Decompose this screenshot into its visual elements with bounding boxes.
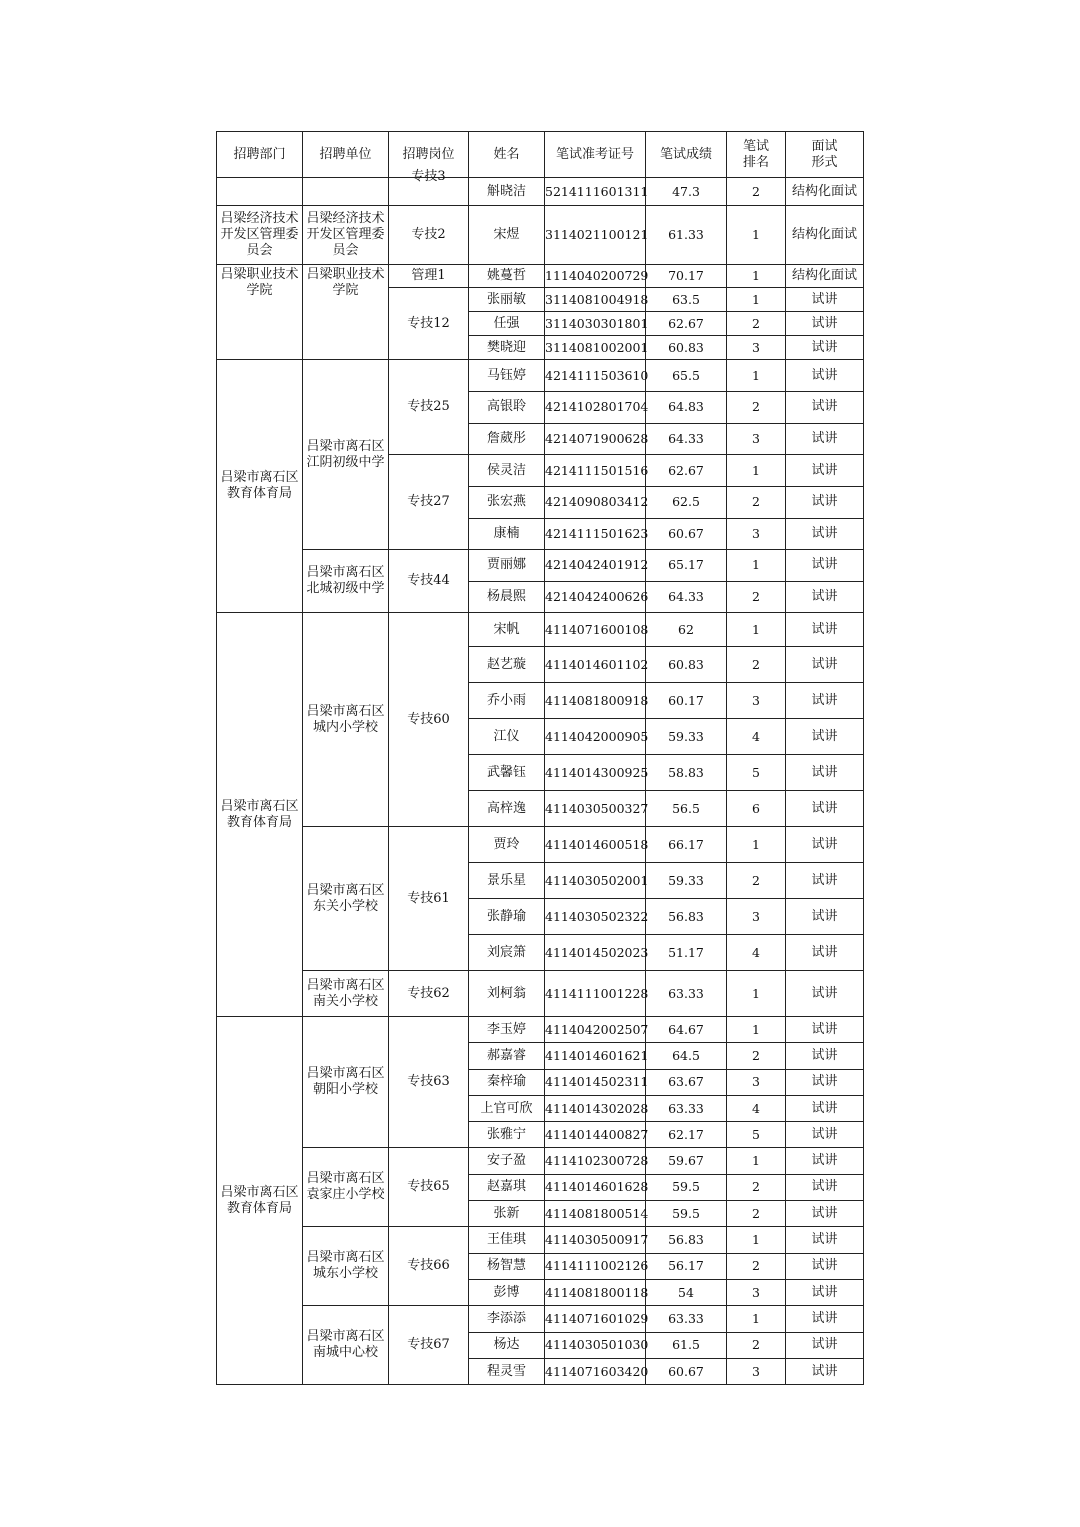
- exam-id: 1114040200729: [545, 265, 646, 288]
- exam-rank: 2: [727, 1043, 786, 1069]
- exam-score: 62.67: [646, 455, 727, 487]
- results-table: [216, 131, 864, 1385]
- exam-id: 4214102801704: [545, 392, 646, 424]
- exam-score: 62.5: [646, 487, 727, 519]
- candidate-name: 斛晓洁: [469, 178, 545, 206]
- dept-cell: 吕梁市离石区教育体育局: [217, 360, 303, 613]
- interview-form: 结构化面试: [786, 178, 864, 206]
- table-row: [217, 206, 864, 265]
- exam-id: 4114102300728: [545, 1148, 646, 1174]
- interview-form: 试讲: [786, 1227, 864, 1253]
- exam-score: 61.5: [646, 1332, 727, 1358]
- exam-rank: 2: [727, 863, 786, 899]
- exam-id: 4114014300925: [545, 755, 646, 791]
- interview-form: 试讲: [786, 719, 864, 755]
- exam-rank: 3: [727, 1358, 786, 1384]
- exam-id: 4114014302028: [545, 1095, 646, 1121]
- exam-rank: 3: [727, 1279, 786, 1305]
- exam-rank: 1: [727, 265, 786, 288]
- post-cell: 专技65: [389, 1148, 469, 1227]
- exam-rank: 4: [727, 719, 786, 755]
- dept-cell: [217, 178, 303, 206]
- interview-form: 试讲: [786, 1253, 864, 1279]
- interview-form: 结构化面试: [786, 265, 864, 288]
- header-post: 招聘岗位: [389, 132, 469, 178]
- results-sheet: [216, 131, 863, 1385]
- interview-form: 试讲: [786, 336, 864, 360]
- exam-score: 56.5: [646, 791, 727, 827]
- candidate-name: 赵嘉琪: [469, 1174, 545, 1200]
- unit-cell: 吕梁市离石区南城中心校: [303, 1306, 389, 1385]
- candidate-name: 宋帆: [469, 613, 545, 647]
- exam-rank: 3: [727, 899, 786, 935]
- interview-form: 试讲: [786, 360, 864, 392]
- exam-id: 4214111501516: [545, 455, 646, 487]
- exam-id: 3114081002001: [545, 336, 646, 360]
- unit-cell: 吕梁市离石区北城初级中学: [303, 550, 389, 613]
- candidate-name: 任强: [469, 312, 545, 336]
- exam-score: 63.67: [646, 1069, 727, 1095]
- exam-rank: 2: [727, 1332, 786, 1358]
- interview-form: 结构化面试: [786, 206, 864, 265]
- post-cell: 专技12: [389, 288, 469, 360]
- unit-cell: 吕梁市离石区城东小学校: [303, 1227, 389, 1306]
- interview-form: 试讲: [786, 1332, 864, 1358]
- candidate-name: 安子盈: [469, 1148, 545, 1174]
- candidate-name: 姚蔓哲: [469, 265, 545, 288]
- interview-form: 试讲: [786, 423, 864, 455]
- header-row: [217, 132, 864, 178]
- exam-id: 4214042400626: [545, 581, 646, 613]
- exam-score: 59.33: [646, 863, 727, 899]
- exam-score: 56.83: [646, 899, 727, 935]
- exam-rank: 2: [727, 647, 786, 683]
- interview-form: 试讲: [786, 1043, 864, 1069]
- header-exam-id: 笔试准考证号: [545, 132, 646, 178]
- exam-score: 47.3: [646, 178, 727, 206]
- table-row: [217, 550, 864, 582]
- candidate-name: 赵艺璇: [469, 647, 545, 683]
- exam-rank: 2: [727, 1253, 786, 1279]
- exam-rank: 1: [727, 1306, 786, 1332]
- exam-score: 58.83: [646, 755, 727, 791]
- exam-score: 66.17: [646, 827, 727, 863]
- interview-form: 试讲: [786, 791, 864, 827]
- exam-rank: 5: [727, 755, 786, 791]
- exam-rank: 1: [727, 1017, 786, 1043]
- exam-rank: 1: [727, 613, 786, 647]
- interview-form: 试讲: [786, 1069, 864, 1095]
- exam-score: 64.33: [646, 581, 727, 613]
- unit-cell: 吕梁市离石区南关小学校: [303, 971, 389, 1017]
- interview-form: 试讲: [786, 1095, 864, 1121]
- header-interview-form: 面试 形式: [786, 132, 864, 178]
- exam-score: 64.83: [646, 392, 727, 424]
- exam-rank: 3: [727, 683, 786, 719]
- post-label: 专技3: [411, 169, 446, 184]
- candidate-name: 贾玲: [469, 827, 545, 863]
- candidate-name: 贾丽娜: [469, 550, 545, 582]
- exam-id: 4114042002507: [545, 1017, 646, 1043]
- exam-id: 4114014502311: [545, 1069, 646, 1095]
- exam-rank: 1: [727, 455, 786, 487]
- exam-score: 59.33: [646, 719, 727, 755]
- candidate-name: 张静瑜: [469, 899, 545, 935]
- candidate-name: 江仪: [469, 719, 545, 755]
- exam-rank: 2: [727, 392, 786, 424]
- candidate-name: 秦梓瑜: [469, 1069, 545, 1095]
- interview-form: 试讲: [786, 1358, 864, 1384]
- post-cell: 专技67: [389, 1306, 469, 1385]
- exam-rank: 3: [727, 423, 786, 455]
- unit-cell: 吕梁经济技术开发区管理委员会: [303, 206, 389, 265]
- candidate-name: 刘柯翁: [469, 971, 545, 1017]
- unit-cell: 吕梁职业技术学院: [303, 265, 389, 360]
- table-row: [217, 827, 864, 863]
- exam-score: 65.17: [646, 550, 727, 582]
- post-cell: [389, 169, 469, 206]
- candidate-name: 詹葳彤: [469, 423, 545, 455]
- exam-rank: 6: [727, 791, 786, 827]
- exam-rank: 5: [727, 1122, 786, 1148]
- exam-rank: 2: [727, 581, 786, 613]
- interview-form: 试讲: [786, 863, 864, 899]
- exam-score: 60.17: [646, 683, 727, 719]
- interview-form: 试讲: [786, 312, 864, 336]
- candidate-name: 侯灵洁: [469, 455, 545, 487]
- exam-id: 4114014600518: [545, 827, 646, 863]
- unit-cell: 吕梁市离石区朝阳小学校: [303, 1017, 389, 1148]
- interview-form: 试讲: [786, 971, 864, 1017]
- exam-score: 59.5: [646, 1201, 727, 1227]
- exam-score: 62.67: [646, 312, 727, 336]
- interview-form: 试讲: [786, 827, 864, 863]
- post-cell: 专技62: [389, 971, 469, 1017]
- exam-id: 4114081800918: [545, 683, 646, 719]
- candidate-name: 郝嘉睿: [469, 1043, 545, 1069]
- interview-form: 试讲: [786, 1306, 864, 1332]
- candidate-name: 彭博: [469, 1279, 545, 1305]
- interview-form: 试讲: [786, 455, 864, 487]
- exam-score: 54: [646, 1279, 727, 1305]
- candidate-name: 景乐星: [469, 863, 545, 899]
- exam-rank: 1: [727, 288, 786, 312]
- candidate-name: 刘宸箫: [469, 935, 545, 971]
- header-name: 姓名: [469, 132, 545, 178]
- dept-cell: 吕梁市离石区教育体育局: [217, 1017, 303, 1385]
- post-cell: 专技2: [389, 206, 469, 265]
- table-row: [217, 265, 864, 288]
- candidate-name: 张丽敏: [469, 288, 545, 312]
- interview-form: 试讲: [786, 1148, 864, 1174]
- interview-form: 试讲: [786, 1201, 864, 1227]
- unit-cell: [303, 178, 389, 206]
- exam-id: 5214111601311: [545, 178, 646, 206]
- exam-id: 4114071600108: [545, 613, 646, 647]
- exam-id: 4114111002126: [545, 1253, 646, 1279]
- candidate-name: 高梓逸: [469, 791, 545, 827]
- interview-form: 试讲: [786, 935, 864, 971]
- interview-form: 试讲: [786, 613, 864, 647]
- exam-rank: 2: [727, 178, 786, 206]
- unit-cell: 吕梁市离石区江阴初级中学: [303, 360, 389, 550]
- post-cell: 专技25: [389, 360, 469, 455]
- table-row: [217, 1306, 864, 1332]
- table-row: [217, 971, 864, 1017]
- exam-score: 60.83: [646, 647, 727, 683]
- candidate-name: 乔小雨: [469, 683, 545, 719]
- exam-id: 4114042000905: [545, 719, 646, 755]
- exam-id: 4114030500327: [545, 791, 646, 827]
- exam-id: 4114030501030: [545, 1332, 646, 1358]
- candidate-name: 张宏燕: [469, 487, 545, 519]
- interview-form: 试讲: [786, 392, 864, 424]
- candidate-name: 杨达: [469, 1332, 545, 1358]
- candidate-name: 康楠: [469, 518, 545, 550]
- candidate-name: 宋煜: [469, 206, 545, 265]
- candidate-name: 高银聆: [469, 392, 545, 424]
- post-cell: 专技63: [389, 1017, 469, 1148]
- exam-rank: 3: [727, 336, 786, 360]
- exam-score: 63.5: [646, 288, 727, 312]
- post-cell: 专技60: [389, 613, 469, 827]
- exam-id: 3114021100121: [545, 206, 646, 265]
- exam-rank: 4: [727, 935, 786, 971]
- exam-id: 4114014601628: [545, 1174, 646, 1200]
- exam-rank: 1: [727, 206, 786, 265]
- exam-score: 59.67: [646, 1148, 727, 1174]
- exam-id: 4114081800514: [545, 1201, 646, 1227]
- interview-form: 试讲: [786, 1122, 864, 1148]
- table-body: [217, 169, 864, 1385]
- candidate-name: 杨智慧: [469, 1253, 545, 1279]
- exam-id: 4114014601102: [545, 647, 646, 683]
- exam-id: 4114030502322: [545, 899, 646, 935]
- post-cell: 管理1: [389, 265, 469, 288]
- header-dept: 招聘部门: [217, 132, 303, 178]
- interview-form: 试讲: [786, 487, 864, 519]
- exam-score: 60.67: [646, 1358, 727, 1384]
- exam-score: 64.67: [646, 1017, 727, 1043]
- exam-id: 3114030301801: [545, 312, 646, 336]
- post-cell: 专技61: [389, 827, 469, 971]
- candidate-name: 张雅宁: [469, 1122, 545, 1148]
- exam-score: 64.33: [646, 423, 727, 455]
- exam-score: 62.17: [646, 1122, 727, 1148]
- table-row: [217, 1017, 864, 1043]
- unit-cell: 吕梁市离石区城内小学校: [303, 613, 389, 827]
- exam-rank: 1: [727, 360, 786, 392]
- exam-id: 4214111503610: [545, 360, 646, 392]
- table-row: [217, 178, 864, 206]
- exam-id: 4214071900628: [545, 423, 646, 455]
- table-row: [217, 1227, 864, 1253]
- exam-score: 63.33: [646, 971, 727, 1017]
- exam-rank: 1: [727, 1148, 786, 1174]
- exam-rank: 2: [727, 487, 786, 519]
- exam-rank: 2: [727, 1174, 786, 1200]
- unit-cell: 吕梁市离石区袁家庄小学校: [303, 1148, 389, 1227]
- candidate-name: 武馨钰: [469, 755, 545, 791]
- exam-score: 61.33: [646, 206, 727, 265]
- exam-score: 51.17: [646, 935, 727, 971]
- dept-cell: 吕梁职业技术学院: [217, 265, 303, 360]
- exam-id: 3114081004918: [545, 288, 646, 312]
- exam-rank: 1: [727, 550, 786, 582]
- exam-rank: 4: [727, 1095, 786, 1121]
- exam-score: 56.17: [646, 1253, 727, 1279]
- exam-id: 4114081800118: [545, 1279, 646, 1305]
- header-rank: 笔试 排名: [727, 132, 786, 178]
- unit-cell: 吕梁市离石区东关小学校: [303, 827, 389, 971]
- interview-form: 试讲: [786, 288, 864, 312]
- interview-form: 试讲: [786, 581, 864, 613]
- table-row: [217, 613, 864, 647]
- exam-rank: 1: [727, 827, 786, 863]
- candidate-name: 杨晨熙: [469, 581, 545, 613]
- exam-id: 4214090803412: [545, 487, 646, 519]
- dept-cell: 吕梁市离石区教育体育局: [217, 613, 303, 1017]
- interview-form: 试讲: [786, 647, 864, 683]
- interview-form: 试讲: [786, 550, 864, 582]
- candidate-name: 李添添: [469, 1306, 545, 1332]
- table-row: [217, 1148, 864, 1174]
- exam-id: 4114071603420: [545, 1358, 646, 1384]
- interview-form: 试讲: [786, 899, 864, 935]
- exam-rank: 2: [727, 312, 786, 336]
- table-row: [217, 360, 864, 392]
- exam-id: 4114030502001: [545, 863, 646, 899]
- interview-form: 试讲: [786, 1017, 864, 1043]
- candidate-name: 上官可欣: [469, 1095, 545, 1121]
- exam-id: 4114030500917: [545, 1227, 646, 1253]
- exam-score: 70.17: [646, 265, 727, 288]
- candidate-name: 王佳琪: [469, 1227, 545, 1253]
- exam-id: 4114014400827: [545, 1122, 646, 1148]
- exam-rank: 1: [727, 1227, 786, 1253]
- interview-form: 试讲: [786, 683, 864, 719]
- exam-rank: 3: [727, 518, 786, 550]
- exam-id: 4214042401912: [545, 550, 646, 582]
- exam-score: 63.33: [646, 1306, 727, 1332]
- candidate-name: 程灵雪: [469, 1358, 545, 1384]
- exam-id: 4114014502023: [545, 935, 646, 971]
- exam-score: 62: [646, 613, 727, 647]
- interview-form: 试讲: [786, 1174, 864, 1200]
- header-score: 笔试成绩: [646, 132, 727, 178]
- exam-id: 4114014601621: [545, 1043, 646, 1069]
- exam-rank: 3: [727, 1069, 786, 1095]
- post-cell: 专技27: [389, 455, 469, 550]
- exam-score: 56.83: [646, 1227, 727, 1253]
- header-unit: 招聘单位: [303, 132, 389, 178]
- exam-score: 60.67: [646, 518, 727, 550]
- exam-id: 4114071601029: [545, 1306, 646, 1332]
- candidate-name: 李玉婷: [469, 1017, 545, 1043]
- interview-form: 试讲: [786, 1279, 864, 1305]
- exam-score: 59.5: [646, 1174, 727, 1200]
- candidate-name: 张新: [469, 1201, 545, 1227]
- exam-rank: 2: [727, 1201, 786, 1227]
- post-cell: 专技44: [389, 550, 469, 613]
- exam-id: 4214111501623: [545, 518, 646, 550]
- post-cell: 专技66: [389, 1227, 469, 1306]
- exam-score: 63.33: [646, 1095, 727, 1121]
- interview-form: 试讲: [786, 755, 864, 791]
- exam-score: 60.83: [646, 336, 727, 360]
- exam-score: 65.5: [646, 360, 727, 392]
- exam-id: 4114111001228: [545, 971, 646, 1017]
- candidate-name: 樊晓迎: [469, 336, 545, 360]
- exam-rank: 1: [727, 971, 786, 1017]
- dept-cell: 吕梁经济技术开发区管理委员会: [217, 206, 303, 265]
- interview-form: 试讲: [786, 518, 864, 550]
- exam-score: 64.5: [646, 1043, 727, 1069]
- candidate-name: 马钰婷: [469, 360, 545, 392]
